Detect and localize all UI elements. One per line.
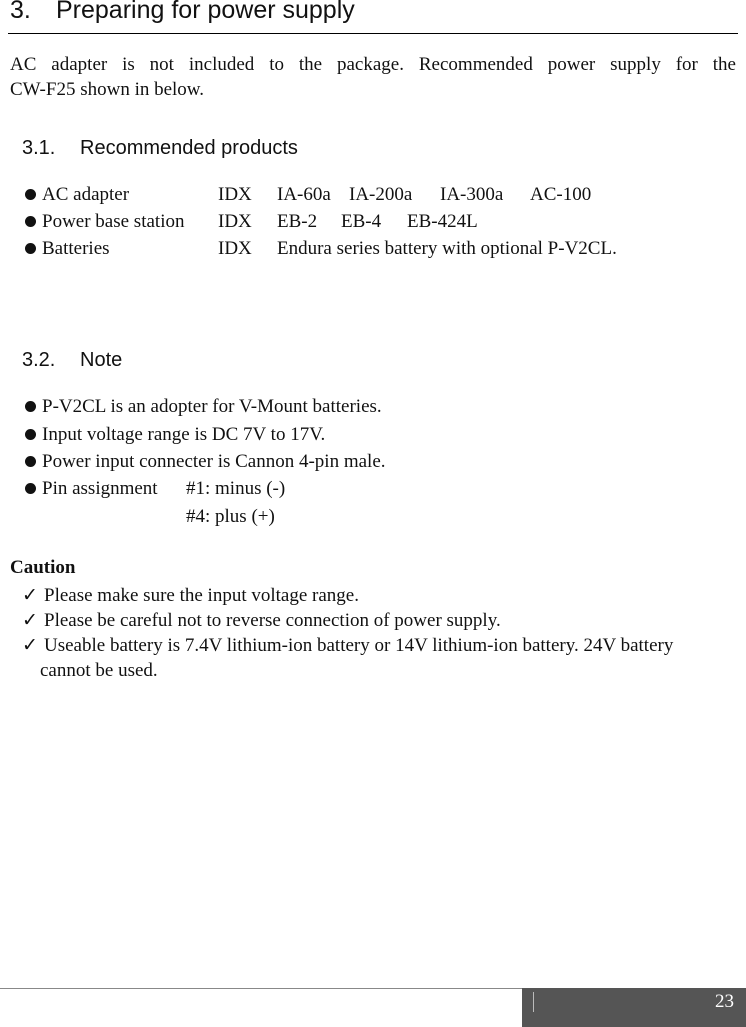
note-item (22, 394, 382, 420)
subsection-heading-recommended (22, 137, 298, 160)
note-text: Power input connecter is Cannon 4-pin male. (42, 451, 386, 472)
product-model: IA-200a (349, 184, 413, 205)
product-brand: IDX (218, 238, 252, 259)
bullet-icon (25, 216, 36, 227)
intro-paragraph (10, 52, 736, 102)
section-number: 3. (10, 0, 31, 24)
subsection-title: Recommended products (80, 137, 298, 159)
caution-text: Please be careful not to reverse connection of power supply. (44, 610, 501, 631)
note-text: Input voltage range is DC 7V to 17V. (42, 424, 326, 445)
subsection-number: 3.2. (22, 349, 56, 371)
product-model: Endura series battery with optional P-V2CL. (277, 238, 617, 259)
product-model: IA-60a (277, 184, 331, 205)
footer-page-box (522, 988, 746, 1027)
checkmark-icon: ✓ (22, 610, 38, 631)
section-title: Preparing for power supply (56, 0, 355, 24)
intro-line-2: CW-F25 shown in below. (10, 79, 205, 100)
product-model: EB-2 (277, 211, 318, 232)
caution-continuation: cannot be used. (40, 660, 158, 681)
pin-1: #1: minus (-) (186, 478, 286, 499)
footer-separator (533, 992, 534, 1012)
caution-item (22, 583, 359, 608)
product-label: AC adapter (42, 184, 130, 205)
product-label: Batteries (42, 238, 110, 259)
footer-rule (0, 988, 522, 989)
product-model: EB-424L (407, 211, 478, 232)
product-label: Power base station (42, 211, 185, 232)
bullet-icon (25, 401, 36, 412)
caution-item (22, 633, 673, 658)
caution-text: Please make sure the input voltage range. (44, 585, 359, 606)
bullet-icon (25, 243, 36, 254)
product-model: EB-4 (341, 211, 382, 232)
bullet-icon (25, 429, 36, 440)
page-number: 23 (715, 991, 734, 1012)
note-item (22, 422, 325, 448)
product-row-ac-adapter (22, 182, 722, 208)
product-model: AC-100 (530, 184, 592, 205)
intro-line-1: AC adapter is not included to the package. Recommended power supply for the (10, 54, 736, 75)
subsection-heading-note (22, 349, 122, 372)
caution-title: Caution (10, 557, 76, 578)
subsection-title: Note (80, 349, 123, 371)
heading-rule (8, 33, 738, 34)
product-brand: IDX (218, 184, 252, 205)
checkmark-icon: ✓ (22, 635, 38, 656)
bullet-icon (25, 456, 36, 467)
caution-text: Useable battery is 7.4V lithium-ion battery or 14V lithium-ion battery. 24V battery (44, 635, 674, 656)
caution-item (22, 608, 501, 633)
note-item (22, 449, 386, 475)
note-text: P-V2CL is an adopter for V-Mount batteries. (42, 396, 382, 417)
pin-4: #4: plus (+) (186, 506, 275, 527)
subsection-number: 3.1. (22, 137, 56, 159)
checkmark-icon: ✓ (22, 585, 38, 606)
pin-label: Pin assignment (42, 478, 158, 499)
product-model: IA-300a (440, 184, 504, 205)
section-heading (10, 0, 355, 25)
bullet-icon (25, 483, 36, 494)
product-row-batteries (22, 236, 722, 262)
note-item-pin-assignment (22, 476, 522, 502)
product-row-power-base (22, 209, 722, 235)
product-brand: IDX (218, 211, 252, 232)
bullet-icon (25, 189, 36, 200)
